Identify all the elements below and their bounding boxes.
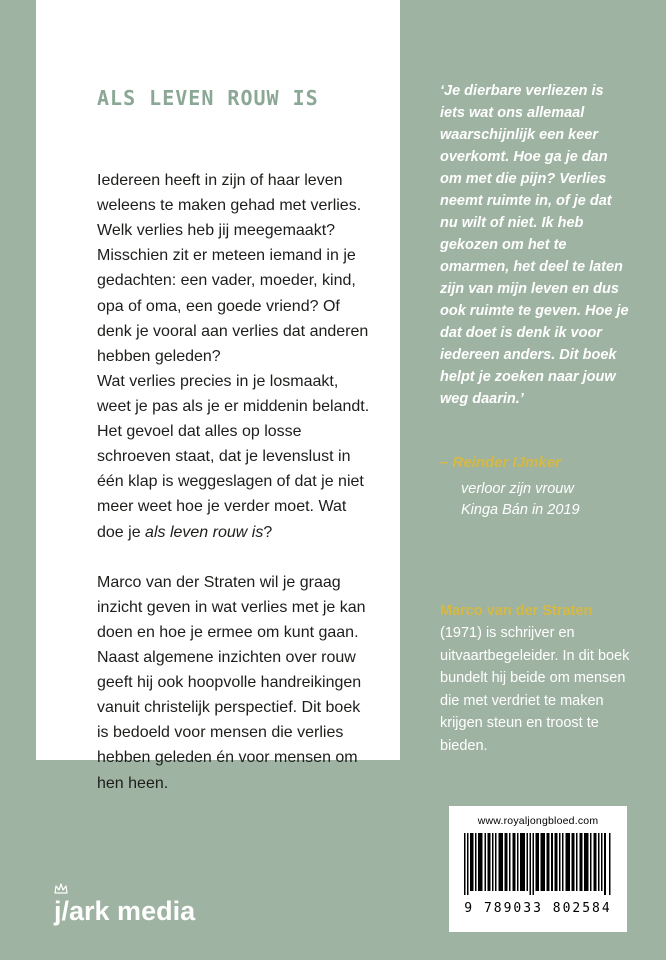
book-title: ALS LEVEN ROUW IS: [97, 86, 319, 110]
description-paragraph-1: [97, 168, 370, 369]
isbn-number: 9 789033 802584: [464, 901, 612, 916]
crown-icon: [53, 883, 69, 895]
paragraph-2-italic-title: als leven rouw is: [145, 523, 264, 541]
quote-attribution: [440, 452, 632, 522]
paragraph-2-end: ?: [263, 523, 273, 541]
paragraph-3-text: Marco van der Straten wil je graag inzicht geven in wat verlies met je kan doen en hoe je ermee om kunt gaan. Naast algemene inzichten over rouw geeft hij ook hoopvolle handreikingen vanuit christelijk perspectief. Dit boek is bedoeld voor mensen die verlies hebben geleden én voor mensen om hen heen.: [97, 573, 366, 792]
publisher-url: www.royaljongbloed.com: [477, 815, 599, 827]
logo-prefix: j: [54, 896, 62, 926]
quote-attribution-detail-2: Kinga Bán in 2019: [461, 502, 580, 519]
book-description: [97, 168, 370, 796]
description-paragraph-3: [97, 570, 370, 796]
author-bio-text: (1971) is schrijver en uitvaartbegeleider. In dit boek bundelt hij beide om mensen die met verdriet te maken krijgen steun en troost te bieden.: [440, 625, 630, 754]
publisher-logo: [54, 884, 195, 925]
description-paragraph-2: [97, 369, 370, 545]
author-name: Marco van der Straten: [440, 603, 593, 619]
barcode-panel: [449, 806, 627, 932]
endorsement-quote: ‘Je dierbare verliezen is iets wat ons allemaal waarschijnlijk een keer overkomt. Hoe ga je dan om met die pijn? Verlies neemt ruimte in, of je dat nu wilt of niet. Ik heb gekozen om het te omarmen, het deel te laten zijn van mijn leven en dus ook ruimte te geven. Hoe je dat doet is denk ik voor iedereen anders. Dit boek helpt je zoeken naar jouw weg daarin.’: [440, 83, 629, 408]
paragraph-2-text: Wat verlies precies in je losmaakt, weet je pas als je er middenin belandt. Het gevoel dat alles op losse schroeven staat, dat je levenslust in één klap is weggeslagen of dat je niet meer weet hoe je verder moet. Wat doe je: [97, 372, 370, 541]
quote-attribution-name: – Reinder IJmker: [440, 454, 561, 471]
quote-attribution-detail-1: verloor zijn vrouw: [461, 480, 574, 497]
author-bio: [440, 600, 632, 757]
logo-j-mark: [54, 884, 62, 925]
logo-name: /ark media: [61, 896, 196, 926]
content-panel: [36, 0, 400, 792]
barcode-icon: [464, 833, 612, 895]
paragraph-1-text: Iedereen heeft in zijn of haar leven weleens te maken gehad met verlies. Welk verlies heb jij meegemaakt? Misschien zit er meteen iemand in je gedachten: een vader, moeder, kind, opa of oma, een goede vriend? Of denk je vooral aan verlies dat anderen hebben geleden?: [97, 172, 369, 365]
